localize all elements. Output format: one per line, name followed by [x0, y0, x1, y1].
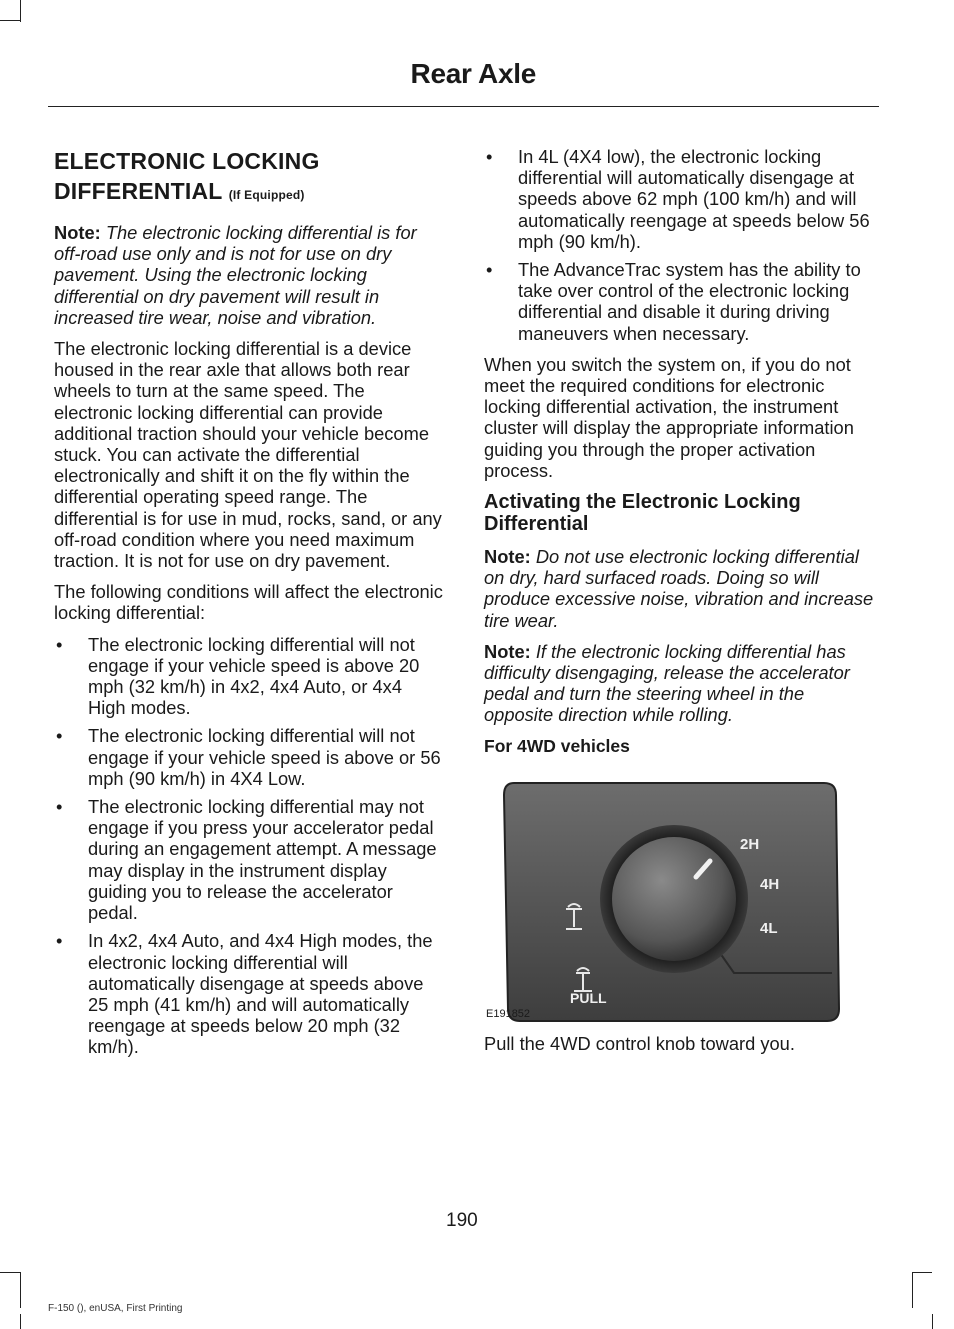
- crop-mark: [0, 20, 20, 21]
- mode-label-2h: 2H: [740, 835, 760, 853]
- mode-label-4h: 4H: [760, 875, 780, 893]
- crop-mark: [912, 1272, 932, 1273]
- note-paragraph: [484, 641, 874, 726]
- left-column: [54, 146, 444, 1068]
- figure-caption: Pull the 4WD control knob toward you.: [484, 1032, 795, 1054]
- crop-mark: [932, 1314, 933, 1329]
- right-column: [484, 146, 874, 1064]
- section-heading-suffix: (If Equipped): [228, 188, 305, 202]
- note-text: The electronic locking differential is for off-road use only and is not for use on dry pavement. Using the electronic locking differential on dry pavement will result in increased tire wear, noise and vibration.: [54, 222, 417, 328]
- title-rule: [48, 106, 879, 107]
- body-paragraph: When you switch the system on, if you do not meet the required conditions for electronic locking differential activation, the instrument cluster will display the appropriate information guiding you through the proper activation process.: [484, 353, 854, 481]
- 4wd-control-knob-figure: [484, 777, 854, 1027]
- bullet-icon: •: [486, 146, 493, 167]
- list-item: • The electronic locking differential may not engage if you press your accelerator pedal during an engagement attempt. A message may display in the instrument display guiding you to release the accelerator pedal.: [56, 796, 437, 924]
- mode-label-4l: 4L: [760, 919, 778, 937]
- pull-label: PULL: [570, 989, 607, 1006]
- figure-id: E191852: [486, 1007, 531, 1020]
- bullet-icon: •: [56, 633, 63, 655]
- note-label: Note:: [484, 640, 531, 662]
- list-item: • The electronic locking differential will not engage if your vehicle speed is above 20 mph (32 km/h) in 4x2, 4x4 Auto, or 4x4 High modes.: [56, 633, 420, 719]
- section-heading: [54, 146, 444, 210]
- note-label: Note:: [484, 546, 531, 568]
- bullet-icon: •: [56, 725, 63, 747]
- body-paragraph: The following conditions will affect the electronic locking differential:: [54, 581, 443, 624]
- control-panel-illustration: [484, 777, 854, 1027]
- footer-text: F-150 (), enUSA, First Printing: [48, 1303, 183, 1314]
- list-item: • In 4L (4X4 low), the electronic locking differential will automatically disengage at speeds above 62 mph (100 km/h) and will automatically reengage at speeds below 56 mph (90 km/h).: [486, 146, 870, 252]
- bullet-icon: •: [56, 930, 63, 952]
- minor-heading: For 4WD vehicles: [484, 735, 630, 756]
- list-item: • In 4x2, 4x4 Auto, and 4x4 High modes, the electronic locking differential will automatically disengage at speeds above 25 mph (41 km/h) and will automatically reengage at speeds below 20 mph (32 km/h).: [56, 930, 433, 1058]
- bullet-icon: •: [56, 796, 63, 818]
- page-title: Rear Axle: [410, 58, 536, 89]
- list-item: • The electronic locking differential will not engage if your vehicle speed is above or 56 mph (90 km/h) in 4X4 Low.: [56, 725, 441, 789]
- bullet-list: [54, 634, 444, 1058]
- knob-face: [612, 837, 736, 961]
- bullet-icon: •: [486, 259, 493, 281]
- note-text: Do not use electronic locking differential on dry, hard surfaced roads. Doing so will produce excessive noise, vibration and increase tire wear.: [484, 546, 874, 631]
- note-paragraph: [484, 546, 874, 631]
- crop-mark: [20, 0, 21, 22]
- page-number: 190: [446, 1210, 478, 1231]
- crop-mark: [912, 1272, 913, 1308]
- section-heading-main: ELECTRONIC LOCKING DIFFERENTIAL: [54, 148, 320, 204]
- crop-mark: [20, 1272, 21, 1308]
- note-text: If the electronic locking differential has difficulty disengaging, release the accelerator pedal and turn the steering wheel in the opposite direction while rolling.: [484, 640, 850, 726]
- subsection-heading: Activating the Electronic Locking Differential: [484, 491, 801, 536]
- note-paragraph: [54, 222, 444, 328]
- note-label: Note:: [54, 222, 101, 243]
- crop-mark: [0, 1272, 20, 1273]
- crop-mark: [20, 1314, 21, 1329]
- bullet-list: [484, 146, 874, 344]
- body-paragraph: The electronic locking differential is a device housed in the rear axle that allows both rear wheels to turn at the same speed. The electronic locking differential can provide additional traction should your vehicle become stuck. You can activate the differential electronically and shift it on the fly within the differential operating speed range. The differential is for use in mud, rocks, sand, or any off-road condition where you need maximum traction. It is not for use on dry pavement.: [54, 338, 442, 572]
- list-item: • The AdvanceTrac system has the ability to take over control of the electronic locking differential and disable it during driving maneuvers when necessary.: [486, 259, 861, 344]
